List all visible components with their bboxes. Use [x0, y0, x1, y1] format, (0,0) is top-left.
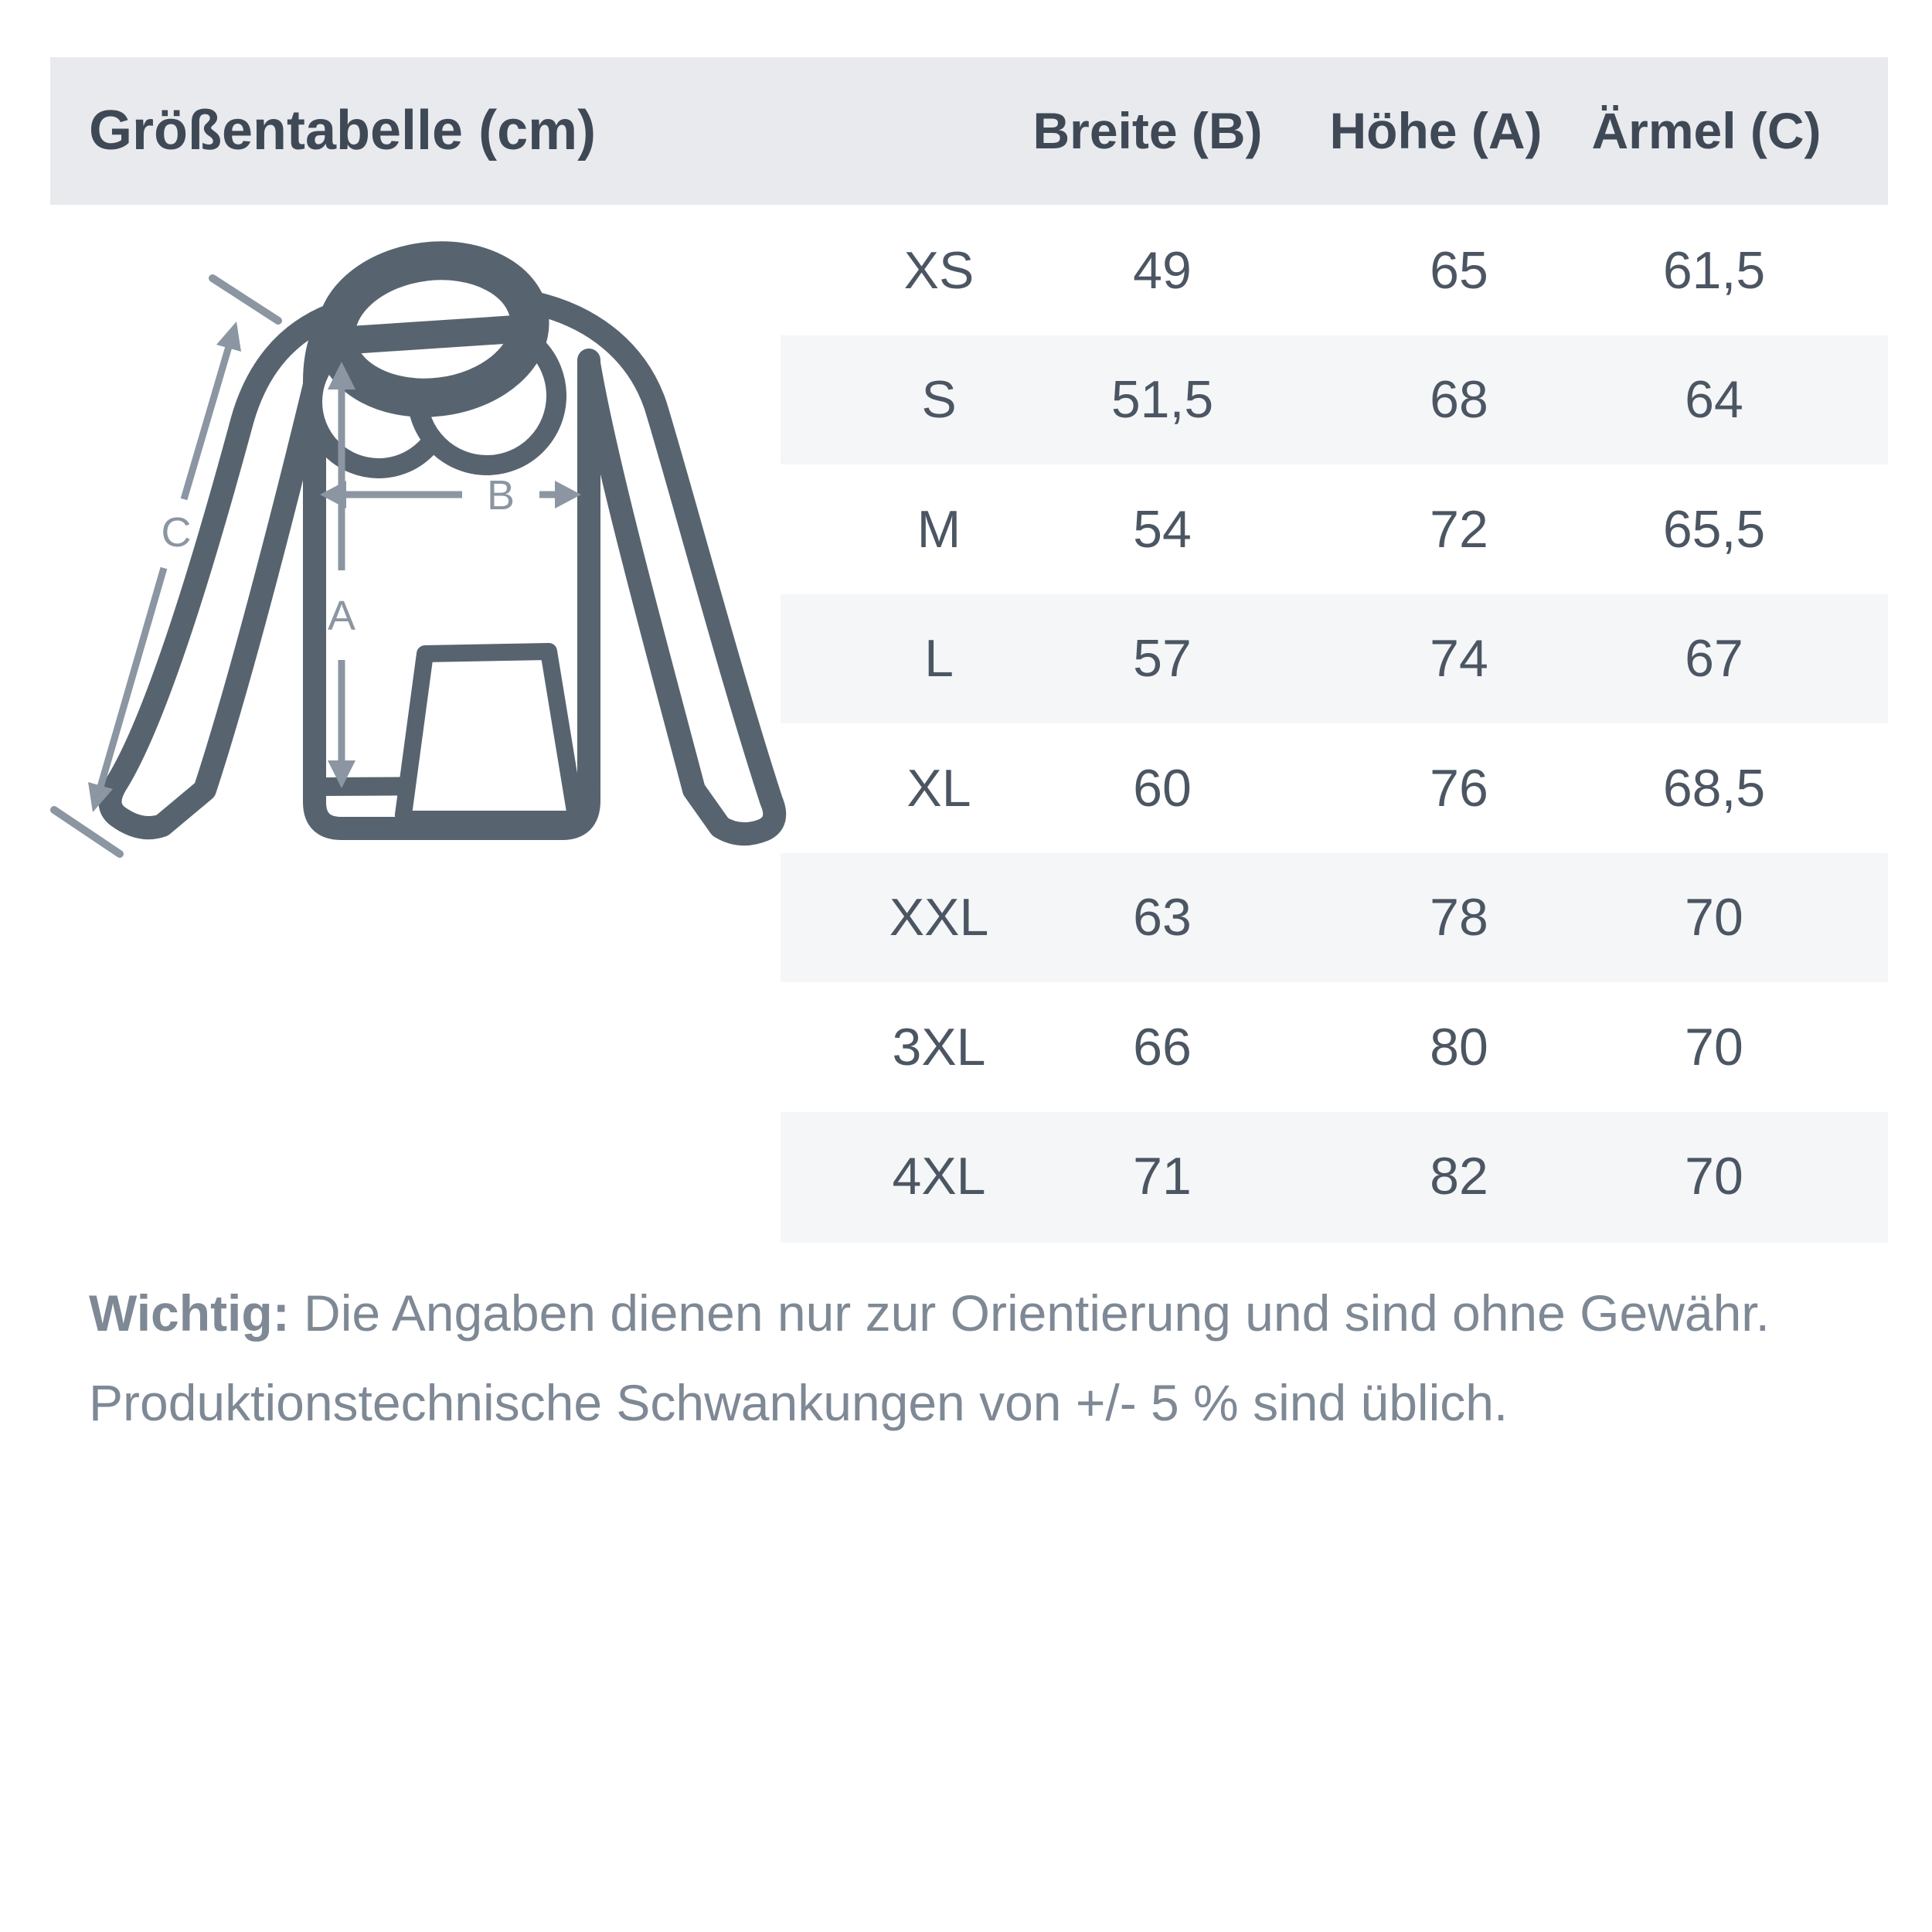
cell-hoehe: 80 — [1430, 1018, 1488, 1077]
cell-size: 3XL — [892, 1018, 986, 1077]
table-row — [781, 335, 1888, 464]
cell-aermel: 68,5 — [1662, 759, 1766, 818]
table-row — [781, 724, 1888, 853]
note-text-2: Produktionstechnische Schwankungen von +/- 5 % sind üblich. — [89, 1374, 1509, 1431]
note-text-1: Die Angaben dienen nur zur Orientierung und sind ohne Gewähr. — [289, 1284, 1770, 1342]
cell-breite: 66 — [1133, 1018, 1192, 1077]
cell-hoehe: 82 — [1430, 1147, 1488, 1206]
cell-breite: 63 — [1133, 888, 1192, 947]
cell-breite: 49 — [1133, 241, 1192, 300]
table-row — [781, 853, 1888, 982]
cell-hoehe: 74 — [1430, 629, 1488, 688]
cell-aermel: 65,5 — [1662, 500, 1766, 559]
cell-size: S — [921, 370, 957, 429]
cell-breite: 51,5 — [1111, 370, 1214, 429]
cell-hoehe: 65 — [1430, 241, 1488, 300]
label-a: A — [327, 593, 356, 639]
page-title: Größentabelle (cm) — [89, 100, 597, 162]
table-row — [781, 983, 1888, 1112]
note-line-1 — [89, 1284, 1882, 1342]
cell-aermel: 70 — [1685, 1018, 1743, 1077]
arrow-b-right-icon — [555, 481, 581, 509]
column-header-aermel: Ärmel (C) — [1591, 102, 1821, 159]
cell-breite: 71 — [1133, 1147, 1192, 1206]
table-header-bar — [50, 57, 1888, 205]
cell-size: XXL — [889, 888, 989, 947]
cell-hoehe: 72 — [1430, 500, 1488, 559]
cell-size: L — [924, 629, 954, 688]
c-top-tick — [213, 278, 278, 321]
cell-size: XL — [906, 759, 971, 818]
cell-breite: 60 — [1133, 759, 1192, 818]
note-label: Wichtig: — [89, 1284, 290, 1342]
label-b: B — [486, 472, 515, 519]
hoodie-left-sleeve — [110, 315, 331, 828]
table-row — [781, 465, 1888, 594]
table-row — [781, 594, 1888, 723]
cell-aermel: 64 — [1685, 370, 1743, 429]
cell-hoehe: 78 — [1430, 888, 1488, 947]
cell-aermel: 70 — [1685, 888, 1743, 947]
cell-aermel: 61,5 — [1662, 241, 1766, 300]
hood-fold-bar — [351, 329, 515, 340]
column-header-breite: Breite (B) — [1032, 102, 1263, 159]
cell-size: M — [917, 500, 961, 559]
cell-aermel: 70 — [1685, 1147, 1743, 1206]
table-row — [781, 1112, 1888, 1243]
cell-hoehe: 68 — [1430, 370, 1488, 429]
hoodie-pocket — [403, 651, 575, 819]
cell-aermel: 67 — [1685, 629, 1743, 688]
cell-hoehe: 76 — [1430, 759, 1488, 818]
column-header-hoehe: Höhe (A) — [1329, 102, 1543, 159]
cell-breite: 57 — [1133, 629, 1192, 688]
cell-size: 4XL — [892, 1147, 986, 1206]
label-c: C — [161, 509, 192, 556]
table-row — [781, 206, 1888, 335]
cell-breite: 54 — [1133, 500, 1192, 559]
hoodie-diagram — [46, 216, 788, 896]
cell-size: XS — [903, 241, 975, 300]
